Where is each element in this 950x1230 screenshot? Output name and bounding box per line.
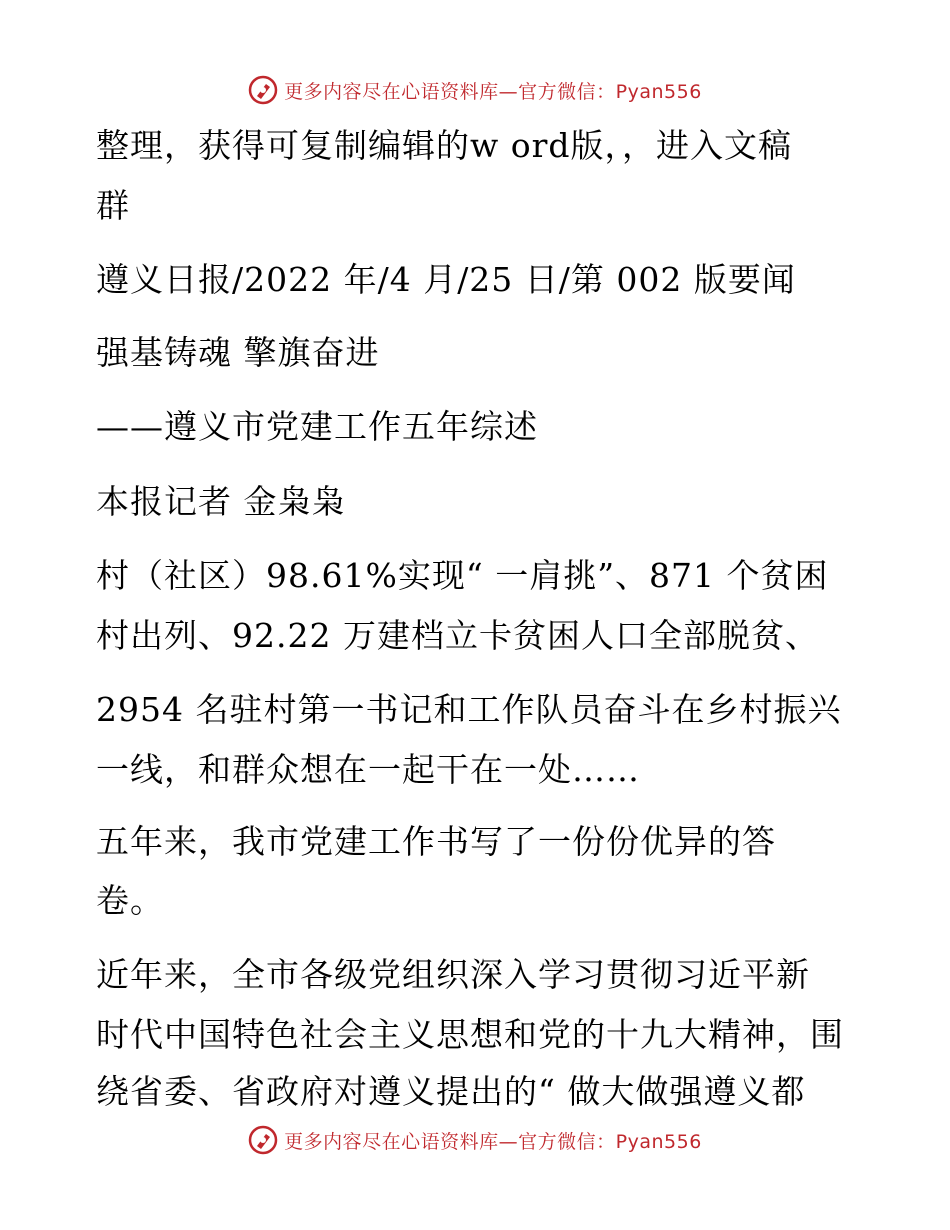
text-line: 卷。 (96, 881, 164, 920)
text-line: 一线，和群众想在一起干在一处…… (96, 750, 640, 789)
text-line: 村（社区）98.61%实现“ 一肩挑”、871 个贫困 (96, 556, 829, 595)
text-line: ——遵义市党建工作五年综述 (96, 407, 538, 446)
text-line: 近年来，全市各级党组织深入学习贯彻习近平新 (96, 955, 810, 994)
pen-nib-circle-icon (248, 1125, 278, 1155)
text-line: 绕省委、省政府对遵义提出的“ 做大做强遵义都 (96, 1072, 806, 1111)
watermark-text: 更多内容尽在心语资料库—官方微信：Pyan556 (284, 80, 702, 103)
text-line: 五年来，我市党建工作书写了一份份优异的答 (96, 822, 776, 861)
text-line: 遵义日报/2022 年/4 月/25 日/第 002 版要闻 (96, 260, 796, 299)
text-line: 时代中国特色社会主义思想和党的十九大精神，围 (96, 1015, 844, 1054)
text-line: 村出列、92.22 万建档立卡贫困人口全部脱贫、 (96, 616, 819, 655)
watermark-footer (0, 1120, 950, 1160)
text-line: 2954 名驻村第一书记和工作队员奋斗在乡村振兴 (96, 690, 842, 729)
text-line: 强基铸魂 擎旗奋进 (96, 333, 380, 372)
watermark-text: 更多内容尽在心语资料库—官方微信：Pyan556 (284, 1130, 702, 1153)
text-line: 本报记者 金枭枭 (96, 482, 346, 521)
text-line: 整理，获得可复制编辑的w ord版，，进入文稿 (96, 126, 793, 165)
text-line: 群 (96, 186, 130, 225)
